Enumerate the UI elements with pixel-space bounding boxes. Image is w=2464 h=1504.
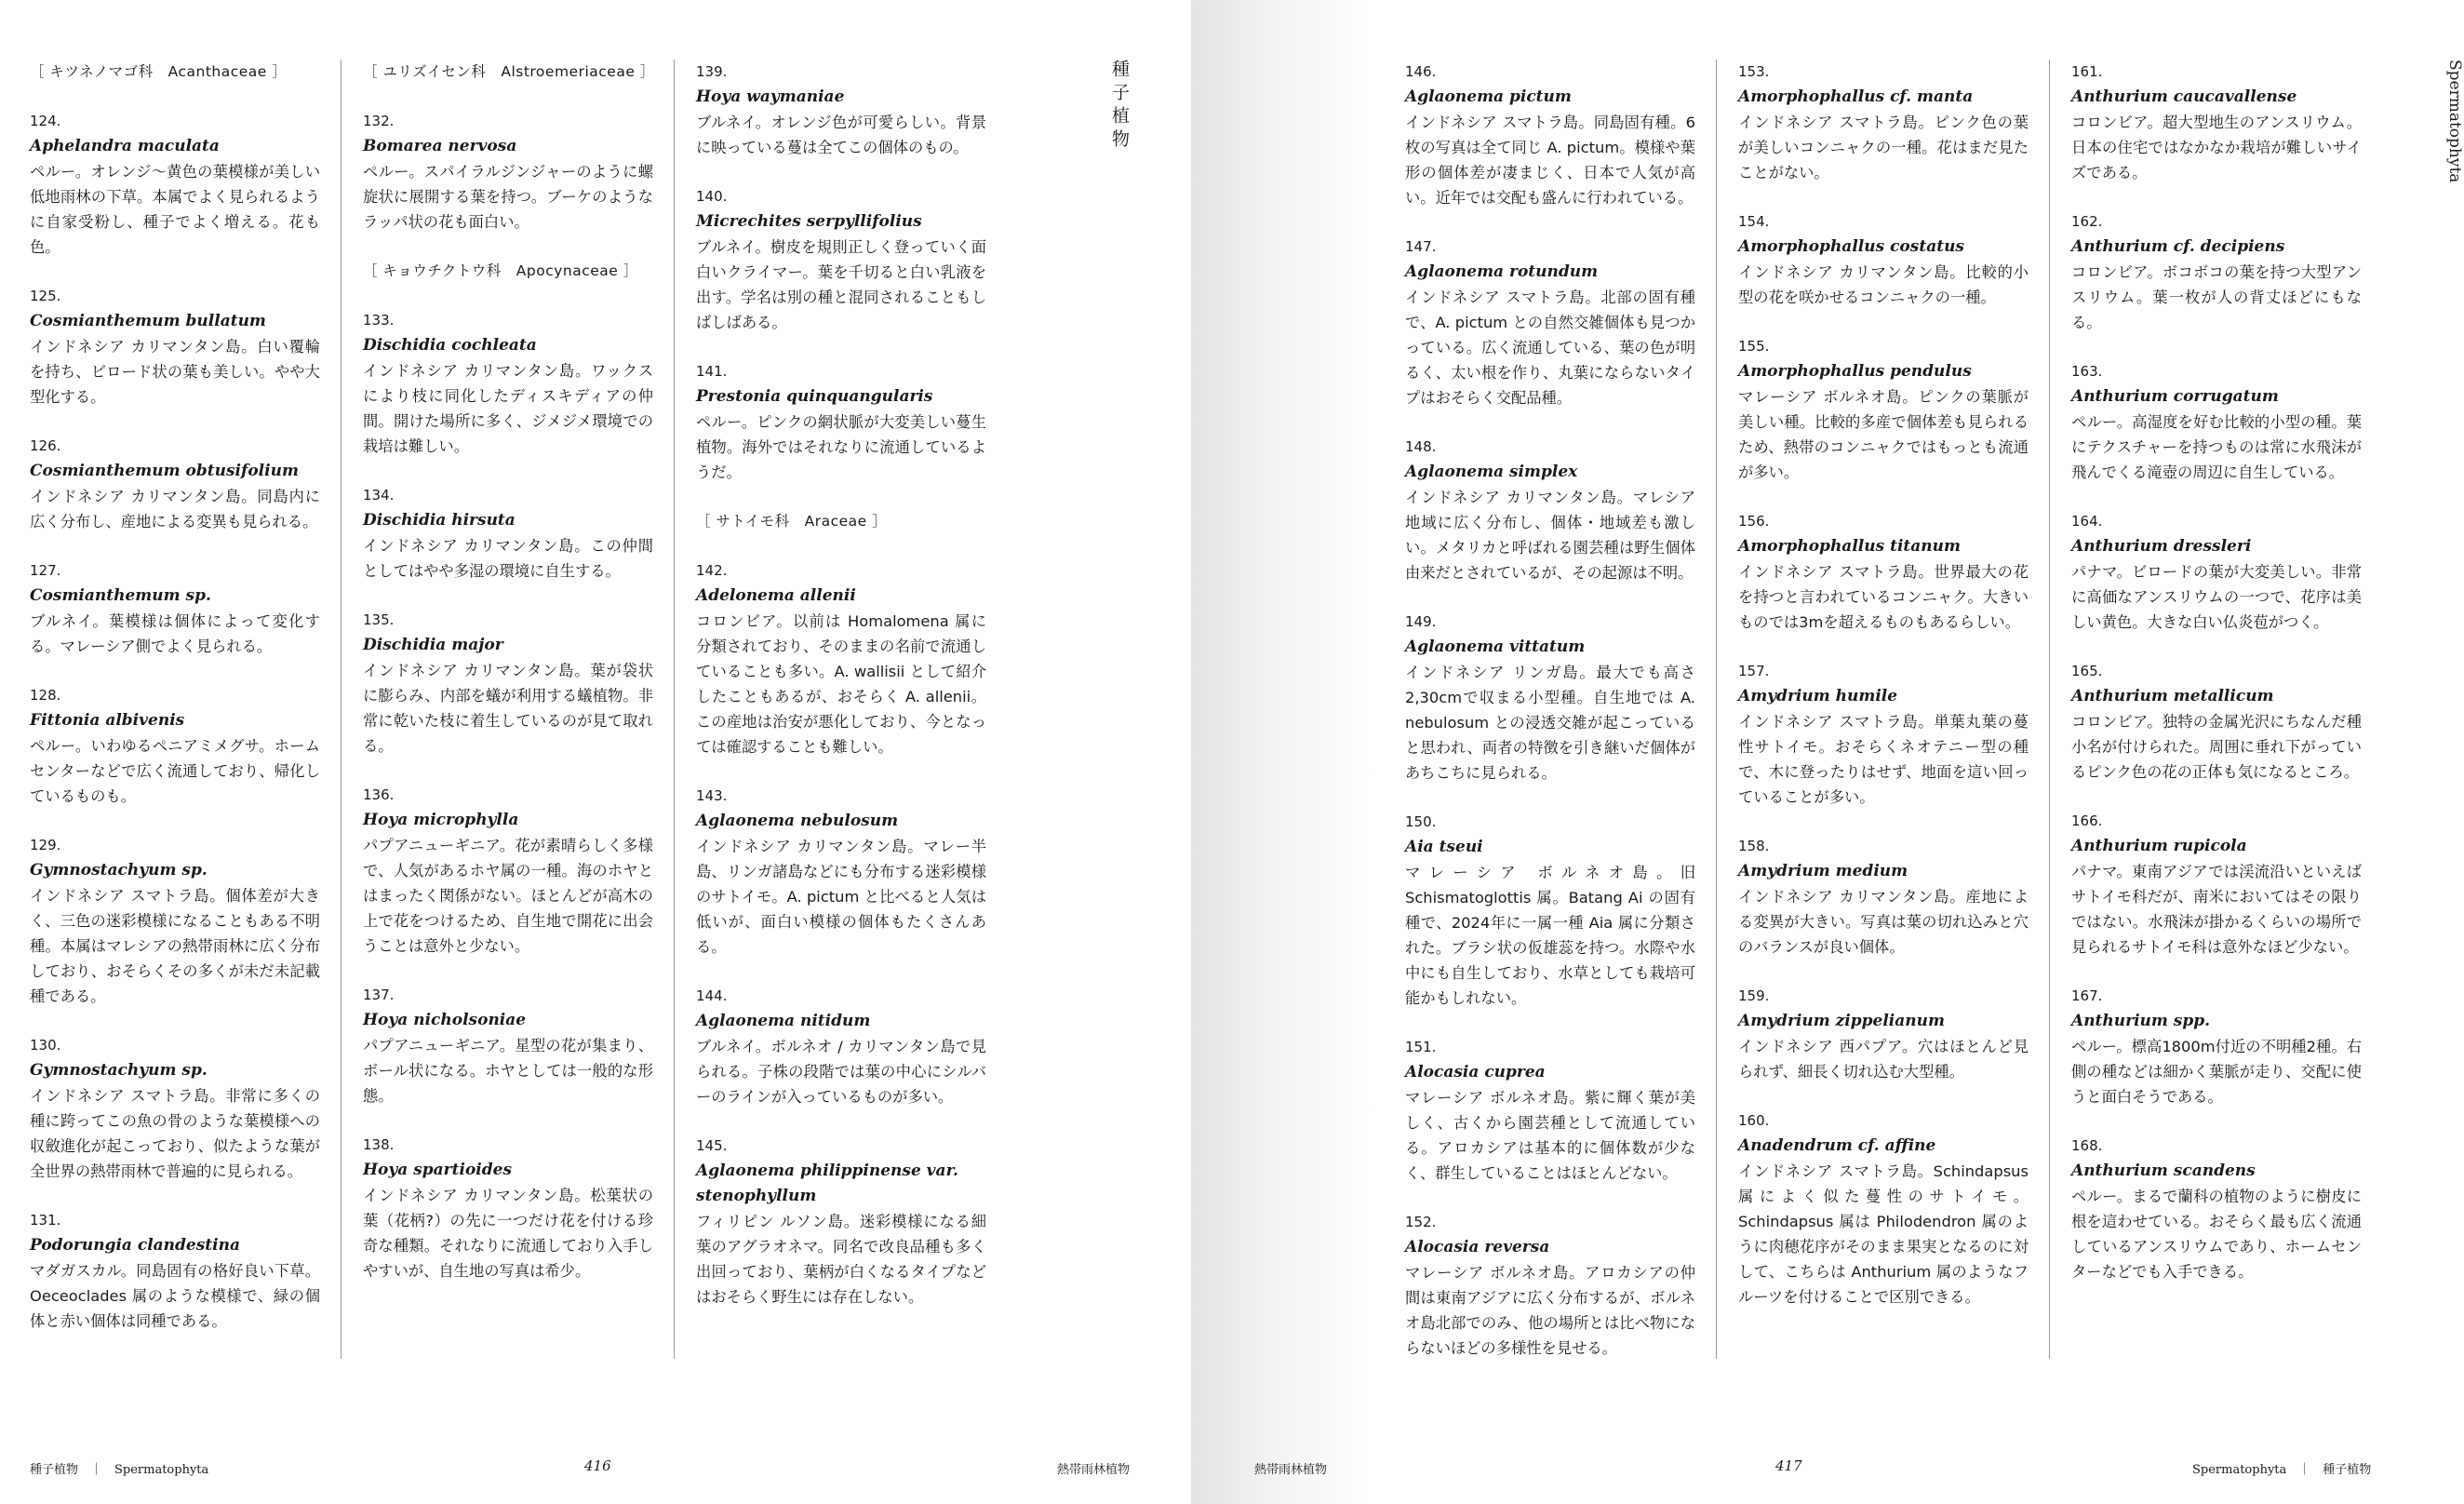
species-entry <box>696 60 986 160</box>
scientific-name: Anthurium dressleri <box>2071 537 2252 556</box>
entry-number: 149. <box>1405 613 1437 630</box>
scientific-name: Aphelandra maculata <box>30 137 220 155</box>
entry-description: インドネシア カリマンタン島。産地による変異が大きい。写真は葉の切れ込みと穴のバランスが良い個体。 <box>1738 888 2029 956</box>
entry-description: インドネシア カリマンタン島。白い覆輪を持ち、ビロード状の葉も美しい。やや大型化する。 <box>30 338 320 406</box>
species-entry <box>363 983 653 1108</box>
entry-description: マレーシア ボルネオ島。紫に輝く葉が美しく、古くから園芸種として流通している。アロカシアは基本的に個体数が少なく、群生していることはほとんどない。 <box>1405 1089 1695 1182</box>
entry-number: 134. <box>363 487 395 504</box>
entry-number: 155. <box>1738 338 1770 355</box>
entry-description: インドネシア カリマンタン島。マレシア地域に広く分布し、個体・地域差も激しい。メタリカと呼ばれる園芸種は野生個体由来だとされているが、その起源は不明。 <box>1405 489 1695 582</box>
scientific-name: Hoya microphylla <box>363 811 519 829</box>
species-entry <box>2071 509 2362 635</box>
entry-number: 144. <box>696 987 728 1004</box>
scientific-name: Bomarea nervosa <box>363 137 517 155</box>
scientific-name: Dischidia cochleata <box>363 336 537 355</box>
entry-number: 139. <box>696 63 728 80</box>
entry-number: 164. <box>2071 513 2103 530</box>
species-entry <box>2071 209 2362 335</box>
entry-description: インドネシア スマトラ島。世界最大の花を持つと言われているコンニャク。大きいものでは3mを超えるものもあるらしい。 <box>1738 563 2029 631</box>
species-entry <box>2071 984 2362 1109</box>
entry-description: インドネシア スマトラ島。同島固有種。6枚の写真は全て同じ A. pictum。模様や葉形の個体差が凄まじく、日本で人気が高い。近年では交配も盛んに行われている。 <box>1405 114 1695 207</box>
entry-description: パナマ。ビロードの葉が大変美しい。非常に高価なアンスリウムの一つで、花序は美しい黄色。大きな白い仏炎苞がつく。 <box>2071 563 2362 631</box>
scientific-name: Gymnostachyum sp. <box>30 861 208 880</box>
species-entry <box>363 608 653 759</box>
scientific-name: Anthurium scandens <box>2071 1162 2256 1180</box>
species-entry <box>30 1208 320 1334</box>
entry-description: ブルネイ。樹皮を規則正しく登っていく面白いクライマー。葉を千切ると白い乳液を出す。学名は別の種と混同されることもしばしばある。 <box>696 238 986 331</box>
entry-number: 124. <box>30 113 61 129</box>
entry-description: ブルネイ。ボルネオ / カリマンタン島で見られる。子株の段階では葉の中心にシルバーのラインが入っているものが多い。 <box>696 1038 986 1106</box>
entry-number: 128. <box>30 687 61 704</box>
entry-number: 133. <box>363 312 395 329</box>
entry-number: 145. <box>696 1137 728 1154</box>
entry-number: 160. <box>1738 1112 1770 1129</box>
species-entry <box>1405 60 1695 210</box>
entry-description: マダガスカル。同島固有の格好良い下草。Oeceoclades 属のような模様で、緑の個体と赤い個体は同種である。 <box>30 1262 320 1330</box>
entry-number: 136. <box>363 786 395 803</box>
scientific-name: Aglaonema nitidum <box>696 1012 871 1030</box>
species-entry <box>1738 509 2029 635</box>
entry-description: コロンビア。以前は Homalomena 属に分類されており、そのままの名前で流通していることも多い。A. wallisii として紹介したこともあるが、おそらく A. allenii。この産地は治安が悪化しており、今となっては確認することも難しい。 <box>696 612 986 756</box>
entry-description: コロンビア。ボコボコの葉を持つ大型アンスリウム。葉一枚が人の背丈ほどにもなる。 <box>2071 263 2362 331</box>
entry-description: インドネシア カリマンタン島。マレー半島、リンガ諸島などにも分布する迷彩模様のサトイモ。A. pictum と比べると人気は低いが、面白い模様の個体もたくさんある。 <box>696 838 986 956</box>
scientific-name: Dischidia hirsuta <box>363 511 516 530</box>
entry-description: インドネシア カリマンタン島。松葉状の葉（花柄?）の先に一つだけ花を付ける珍奇な種類。それなりに流通しており入手しやすいが、自生地の写真は希少。 <box>363 1187 653 1280</box>
entry-description: ペルー。ピンクの網状脈が大変美しい蔓生植物。海外ではそれなりに流通しているようだ。 <box>696 413 986 481</box>
scientific-name: Anthurium cf. decipiens <box>2071 237 2285 256</box>
vertical-label-ja: 種子植物 <box>1109 60 1130 153</box>
scientific-name: Dischidia major <box>363 636 503 654</box>
entry-description: インドネシア スマトラ島。Schindapsus 属によく似た蔓性のサトイモ。Schindapsus 属は Philodendron 属のように肉穂花序がそのまま果実となるのに対して、こちらは Anthurium 属のようなフルーツを付けることで区別できる。 <box>1738 1162 2029 1306</box>
species-entry <box>696 784 986 960</box>
scientific-name: Aglaonema philippinense var. stenophyllum <box>696 1162 958 1205</box>
species-entry <box>363 783 653 959</box>
entry-number: 146. <box>1405 63 1437 80</box>
species-entry <box>2071 659 2362 785</box>
species-entry <box>1738 334 2029 485</box>
entry-description: パプアニューギニア。花が素晴らしく多様で、人気があるホヤ属の一種。海のホヤとはまったく関係がない。ほとんどが高木の上で花をつけるため、自生地で開花に出会うことは意外と少ない。 <box>363 837 653 955</box>
entry-number: 137. <box>363 987 395 1003</box>
entry-number: 125. <box>30 288 61 304</box>
species-entry <box>696 1134 986 1309</box>
species-entry <box>2071 1134 2362 1284</box>
entry-description: ペルー。オレンジ〜黄色の葉模様が美しい低地雨林の下草。本属でよく見られるように自家受粉し、種子でよく増える。花も色。 <box>30 163 320 256</box>
entry-description: インドネシア スマトラ島。非常に多くの種に跨ってこの魚の骨のような葉模様への収斂進化が起こっており、似たような葉が全世界の熱帯雨林で普遍的に見られる。 <box>30 1087 320 1180</box>
entry-number: 132. <box>363 113 395 129</box>
scientific-name: Cosmianthemum obtusifolium <box>30 462 299 480</box>
scientific-name: Amorphophallus cf. manta <box>1738 87 1974 106</box>
entry-number: 151. <box>1405 1039 1437 1055</box>
species-entry <box>1738 984 2029 1084</box>
entry-number: 157. <box>1738 663 1770 679</box>
page-417 <box>1191 0 2464 1504</box>
family-heading: ［ サトイモ科 Araceae ］ <box>696 513 888 530</box>
scientific-name: Amorphophallus costatus <box>1738 237 1964 256</box>
entry-description: インドネシア スマトラ島。ピンク色の葉が美しいコンニャクの一種。花はまだ見たことがない。 <box>1738 114 2029 181</box>
entry-description: ペルー。標高1800m付近の不明種2種。右側の種などは細かく葉脈が走り、交配に使うと面白そうである。 <box>2071 1038 2362 1106</box>
entry-description: インドネシア カリマンタン島。ワックスにより枝に同化したディスキディアの仲間。開けた場所に多く、ジメジメ環境での栽培は難しい。 <box>363 362 653 455</box>
entry-number: 148. <box>1405 438 1437 455</box>
entry-description: インドネシア カリマンタン島。葉が袋状に膨らみ、内部を蟻が利用する蟻植物。非常に乾いた枝に着生しているのが見て取れる。 <box>363 662 653 755</box>
entry-number: 142. <box>696 562 728 579</box>
species-entry <box>1738 834 2029 960</box>
species-entry <box>1738 1108 2029 1309</box>
entry-number: 161. <box>2071 63 2103 80</box>
entry-description: コロンビア。独特の金属光沢にちなんだ種小名が付けられた。周囲に垂れ下がっているピンク色の花の正体も気になるところ。 <box>2071 713 2362 781</box>
entry-description: インドネシア スマトラ島。北部の固有種で、A. pictum との自然交雑個体も見つかっている。広く流通している、葉の色が明るく、太い根を作り、丸葉にならないタイプはおそらく交配品種。 <box>1405 289 1695 407</box>
entry-description: ペルー。スパイラルジンジャーのように螺旋状に展開する葉を持つ。ブーケのようなラッパ状の花も面白い。 <box>363 163 653 231</box>
entry-number: 166. <box>2071 812 2103 829</box>
scientific-name: Prestonia quinquangularis <box>696 387 933 406</box>
scientific-name: Alocasia cuprea <box>1405 1063 1546 1081</box>
entry-description: マレーシア ボルネオ島。ピンクの葉脈が美しい種。比較的多産で個体差も見られるため、熱帯のコンニャクではもっとも流通が多い。 <box>1738 388 2029 481</box>
species-entry <box>2071 60 2362 185</box>
species-entry <box>30 833 320 1009</box>
species-entry <box>1405 810 1695 1011</box>
species-entry <box>1405 1210 1695 1361</box>
scientific-name: Aglaonema nebulosum <box>696 812 899 830</box>
scientific-name: Anthurium metallicum <box>2071 687 2274 705</box>
species-entry <box>30 558 320 659</box>
page-416 <box>0 0 1191 1504</box>
entry-number: 162. <box>2071 213 2103 230</box>
species-entry <box>1738 60 2029 185</box>
entry-description: パプアニューギニア。星型の花が集まり、ボール状になる。ホヤとしては一般的な形態。 <box>363 1037 653 1105</box>
species-entry <box>696 359 986 485</box>
scientific-name: Hoya spartioides <box>363 1161 513 1179</box>
scientific-name: Aglaonema rotundum <box>1405 262 1599 281</box>
species-entry <box>30 683 320 809</box>
species-entry <box>363 1133 653 1283</box>
left-column-1 <box>30 60 341 1359</box>
entry-number: 154. <box>1738 213 1770 230</box>
entry-description: インドネシア カリマンタン島。比較的小型の花を咲かせるコンニャクの一種。 <box>1738 263 2029 306</box>
scientific-name: Anadendrum cf. affine <box>1738 1136 1936 1155</box>
scientific-name: Podorungia clandestina <box>30 1236 240 1255</box>
scientific-name: Micrechites serpyllifolius <box>696 212 922 231</box>
entry-number: 138. <box>363 1136 395 1153</box>
entry-number: 129. <box>30 837 61 853</box>
scientific-name: Aglaonema pictum <box>1405 87 1572 106</box>
species-entry <box>2071 359 2362 485</box>
entry-description: ペルー。いわゆるペニアミメグサ。ホームセンターなどで広く流通しており、帰化しているものも。 <box>30 737 320 805</box>
entry-number: 140. <box>696 188 728 205</box>
scientific-name: Amydrium medium <box>1738 862 1908 880</box>
footer-left-416: 種子植物 ｜ Spermatophyta <box>30 1463 209 1477</box>
scientific-name: Anthurium corrugatum <box>2071 387 2279 406</box>
entry-number: 165. <box>2071 663 2103 679</box>
right-column-3 <box>2071 60 2362 1309</box>
entry-number: 163. <box>2071 363 2103 380</box>
entry-number: 167. <box>2071 987 2103 1004</box>
scientific-name: Anthurium caucavallense <box>2071 87 2297 106</box>
entry-number: 159. <box>1738 987 1770 1004</box>
entry-number: 168. <box>2071 1137 2103 1154</box>
entry-number: 127. <box>30 562 61 579</box>
species-entry <box>1738 209 2029 310</box>
entry-description: マレーシア ボルネオ島。旧 Schismatoglottis 属。Batang Ai の固有種で、2024年に一属一種 Aia 属に分類された。ブラシ状の仮雄蕊を持つ。水際や水中にも自生しており、水草としても栽培可能かもしれない。 <box>1405 864 1695 1007</box>
species-entry <box>1405 235 1695 410</box>
scientific-name: Anthurium rupicola <box>2071 837 2247 855</box>
family-heading: ［ キツネノマゴ科 Acanthaceae ］ <box>30 63 288 80</box>
scientific-name: Amydrium humile <box>1738 687 1898 705</box>
species-entry <box>363 109 653 235</box>
entry-number: 150. <box>1405 813 1437 830</box>
footer-left-417: 熱帯雨林植物 <box>1254 1463 1328 1477</box>
right-column-2 <box>1738 60 2050 1359</box>
entry-description: コロンビア。超大型地生のアンスリウム。日本の住宅ではなかなか栽培が難しいサイズである。 <box>2071 114 2362 181</box>
entry-description: インドネシア カリマンタン島。この仲間としてはやや多湿の環境に自生する。 <box>363 537 653 580</box>
scientific-name: Hoya waymaniae <box>696 87 845 106</box>
family-heading: ［ キョウチクトウ科 Apocynaceae ］ <box>363 262 638 279</box>
entry-number: 135. <box>363 611 395 628</box>
scientific-name: Hoya nicholsoniae <box>363 1011 527 1029</box>
entry-description: ブルネイ。オレンジ色が可愛らしい。背景に映っている蔓は全てこの個体のもの。 <box>696 114 986 156</box>
species-entry <box>696 184 986 335</box>
entry-description: フィリピン ルソン島。迷彩模様になる細葉のアグラオネマ。同名で改良品種も多く出回っており、葉柄が白くなるタイプなどはおそらく野生には存在しない。 <box>696 1213 986 1306</box>
entry-number: 131. <box>30 1212 61 1229</box>
species-entry <box>1405 435 1695 585</box>
species-entry <box>1405 610 1695 786</box>
entry-number: 156. <box>1738 513 1770 530</box>
scientific-name: Amydrium zippelianum <box>1738 1012 1945 1030</box>
entry-number: 147. <box>1405 238 1437 255</box>
entry-description: ペルー。高湿度を好む比較的小型の種。葉にテクスチャーを持つものは常に水飛沫が飛んでくる滝壺の周辺に自生している。 <box>2071 413 2362 481</box>
entry-description: ペルー。まるで蘭科の植物のように樹皮に根を這わせている。おそらく最も広く流通しているアンスリウムであり、ホームセンターなどでも入手できる。 <box>2071 1188 2362 1281</box>
entry-description: パナマ。東南アジアでは渓流沿いといえばサトイモ科だが、南米においてはその限りではない。水飛沫が掛かるくらいの場所で見られるサトイモ科は意外なほど少ない。 <box>2071 863 2362 956</box>
species-entry <box>30 1033 320 1184</box>
page-number-416: 416 <box>584 1457 611 1474</box>
entry-description: インドネシア 西パプア。穴はほとんど見られず、細長く切れ込む大型種。 <box>1738 1038 2029 1081</box>
scientific-name: Anthurium spp. <box>2071 1012 2211 1030</box>
scientific-name: Alocasia reversa <box>1405 1238 1550 1256</box>
entry-number: 158. <box>1738 838 1770 854</box>
species-entry <box>1405 1035 1695 1186</box>
entry-description: インドネシア リンガ島。最大でも高さ2,30cmで収まる小型種。自生地では A. nebulosum との浸透交雑が起こっていると思われ、両者の特徴を引き継いだ個体があちこちに見られる。 <box>1405 664 1695 782</box>
entry-description: マレーシア ボルネオ島。アロカシアの仲間は東南アジアに広く分布するが、ボルネオ島北部でのみ、他の場所とは比べ物にならないほどの多様性を見せる。 <box>1405 1264 1695 1357</box>
left-column-2 <box>363 60 675 1359</box>
scientific-name: Aia tseui <box>1405 838 1483 856</box>
footer-right-417: Spermatophyta ｜ 種子植物 <box>2192 1463 2372 1477</box>
family-heading: ［ ユリズイセン科 Alstroemeriaceae ］ <box>363 63 655 80</box>
species-entry <box>696 558 986 759</box>
scientific-name: Fittonia albivenis <box>30 711 185 730</box>
entry-number: 152. <box>1405 1214 1437 1230</box>
species-entry <box>30 434 320 534</box>
species-entry <box>363 483 653 584</box>
right-column-1 <box>1405 60 1717 1359</box>
entry-description: インドネシア スマトラ島。個体差が大きく、三色の迷彩模様になることもある不明種。本属はマレシアの熱帯雨林に広く分布しており、おそらくその多くが未だ未記載種である。 <box>30 887 320 1005</box>
vertical-label-en: Spermatophyta <box>2445 60 2464 183</box>
entry-description: インドネシア カリマンタン島。同島内に広く分布し、産地による変異も見られる。 <box>30 488 320 530</box>
scientific-name: Aglaonema simplex <box>1405 463 1578 481</box>
entry-number: 153. <box>1738 63 1770 80</box>
left-column-3 <box>696 60 986 1334</box>
scientific-name: Amorphophallus pendulus <box>1738 362 1972 381</box>
species-entry <box>363 308 653 459</box>
entry-number: 143. <box>696 787 728 804</box>
entry-description: インドネシア スマトラ島。単葉丸葉の蔓性サトイモ。おそらくネオテニー型の種で、木に登ったりはせず、地面を這い回っていることが多い。 <box>1738 713 2029 806</box>
scientific-name: Aglaonema vittatum <box>1405 638 1586 656</box>
footer-right-416: 熱帯雨林植物 <box>1057 1463 1131 1477</box>
scientific-name: Cosmianthemum sp. <box>30 586 211 605</box>
page-number-417: 417 <box>1775 1457 1802 1474</box>
entry-number: 141. <box>696 363 728 380</box>
scientific-name: Gymnostachyum sp. <box>30 1061 208 1080</box>
species-entry <box>30 109 320 260</box>
species-entry <box>2071 809 2362 960</box>
species-entry <box>1738 659 2029 810</box>
scientific-name: Adelonema allenii <box>696 586 856 605</box>
scientific-name: Amorphophallus titanum <box>1738 537 1961 556</box>
species-entry <box>696 984 986 1109</box>
entry-description: ブルネイ。葉模様は個体によって変化する。マレーシア側でよく見られる。 <box>30 612 320 655</box>
scientific-name: Cosmianthemum bullatum <box>30 312 266 330</box>
species-entry <box>30 284 320 410</box>
entry-number: 126. <box>30 437 61 454</box>
entry-number: 130. <box>30 1037 61 1054</box>
